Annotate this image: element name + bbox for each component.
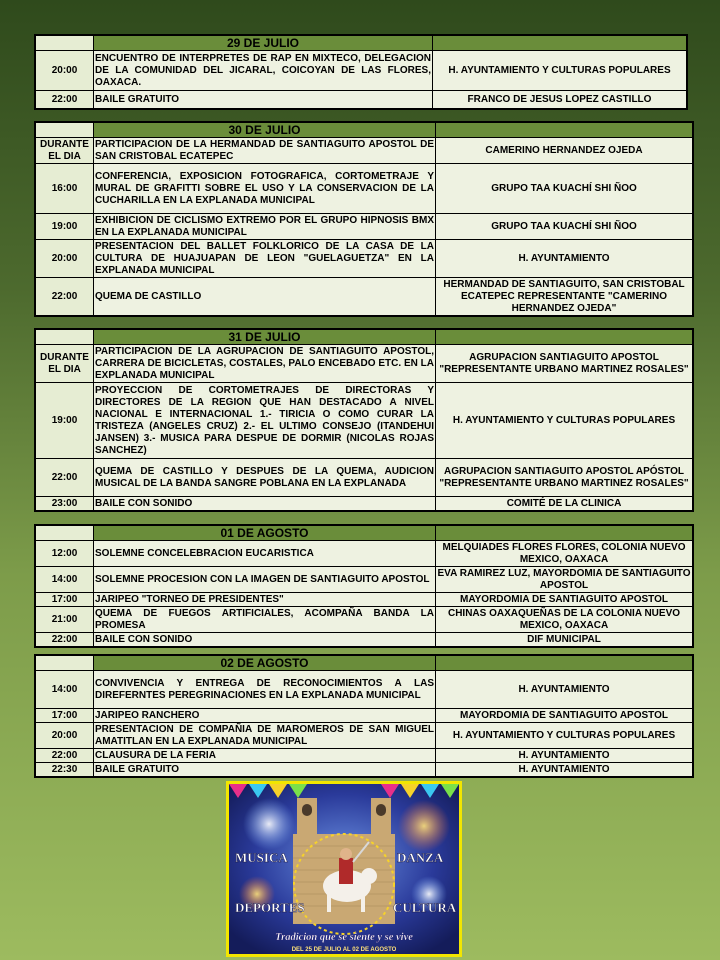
event-description: PRESENTACION DE COMPAÑIA DE MAROMEROS DE SAN MIGUEL AMATITLAN EN LA EXPLANADA MUNICIPAL bbox=[95, 723, 434, 747]
event-organizer: GRUPO TAA KUACHÍ SHI ÑOO bbox=[436, 164, 693, 214]
event-description: SOLEMNE PROCESION CON LA IMAGEN DE SANTIAGUITO APOSTOL bbox=[94, 567, 436, 593]
day-table-30-julio bbox=[34, 121, 694, 317]
event-organizer: H. AYUNTAMIENTO bbox=[436, 240, 693, 278]
event-time: 19:00 bbox=[36, 214, 94, 240]
event-description: BAILE CON SONIDO bbox=[94, 633, 436, 647]
event-time: 19:00 bbox=[36, 383, 94, 459]
table-row bbox=[36, 709, 693, 723]
event-description: ENCUENTRO DE INTERPRETES DE RAP EN MIXTECO, DELEGACION DE LA COMUNIDAD DEL JICARAL, COICOYAN DE LAS FLORES, OAXACA. bbox=[94, 51, 433, 91]
event-description: QUEMA DE CASTILLO bbox=[94, 278, 436, 316]
day-table-01-agosto bbox=[34, 524, 694, 648]
banner-dates: DEL 25 DE JULIO AL 02 DE AGOSTO bbox=[291, 947, 397, 953]
event-description: QUEMA DE CASTILLO Y DESPUES DE LA QUEMA, AUDICION MUSICAL DE LA BANDA SANGRE POBLANA EN LA EXPLANADA bbox=[94, 459, 436, 497]
event-time: 14:00 bbox=[36, 567, 94, 593]
event-time: 22:00 bbox=[36, 459, 94, 497]
event-time: 20:00 bbox=[36, 723, 94, 749]
table-row bbox=[36, 633, 693, 647]
table-row bbox=[36, 138, 693, 164]
table-row bbox=[36, 214, 693, 240]
event-organizer: CHINAS OAXAQUEÑAS DE LA COLONIA NUEVO MEXICO, OAXACA bbox=[436, 607, 693, 633]
event-description: QUEMA DE FUEGOS ARTIFICIALES, ACOMPAÑA BANDA LA PROMESA bbox=[95, 607, 434, 631]
day-header bbox=[36, 36, 687, 51]
day-header bbox=[36, 656, 693, 671]
table-row bbox=[36, 497, 693, 511]
banner-word-danza: DANZA bbox=[397, 850, 444, 865]
event-time: 21:00 bbox=[36, 607, 94, 633]
event-description: PARTICIPACION DE LA HERMANDAD DE SANTIAGUITO APOSTOL DE SAN CRISTOBAL ECATEPEC bbox=[95, 138, 434, 162]
day-header bbox=[36, 123, 693, 138]
event-description: CLAUSURA DE LA FERIA bbox=[94, 749, 436, 763]
event-organizer: COMITÉ DE LA CLINICA bbox=[436, 497, 693, 511]
table-row bbox=[36, 164, 693, 214]
event-organizer: GRUPO TAA KUACHÍ SHI ÑOO bbox=[436, 214, 693, 240]
firework-decoration bbox=[243, 798, 295, 850]
table-row bbox=[36, 278, 693, 316]
event-organizer: MAYORDOMIA DE SANTIAGUITO APOSTOL bbox=[436, 593, 693, 607]
table-row bbox=[36, 567, 693, 593]
event-description: PRESENTACION DEL BALLET FOLKLORICO DE LA CASA DE LA CULTURA DE HUAJUAPAN DE LEON "GUELAGUETZA" EN LA EXPLANADA MUNICIPAL bbox=[95, 240, 434, 276]
table-row bbox=[36, 593, 693, 607]
table-row bbox=[36, 763, 693, 777]
event-organizer: H. AYUNTAMIENTO Y CULTURAS POPULARES bbox=[436, 723, 693, 749]
day-title: 01 DE AGOSTO bbox=[94, 526, 436, 541]
event-time: 22:00 bbox=[36, 633, 94, 647]
event-time: DURANTE EL DIA bbox=[36, 138, 94, 164]
event-organizer: CAMERINO HERNANDEZ OJEDA bbox=[436, 138, 693, 164]
table-row bbox=[36, 607, 693, 633]
event-time: 20:00 bbox=[36, 240, 94, 278]
event-time: 12:00 bbox=[36, 541, 94, 567]
festival-banner bbox=[226, 781, 462, 957]
firework-decoration bbox=[398, 800, 450, 852]
event-description: SOLEMNE CONCELEBRACION EUCARISTICA bbox=[94, 541, 436, 567]
event-organizer: H. AYUNTAMIENTO Y CULTURAS POPULARES bbox=[433, 51, 687, 91]
event-time: 22:00 bbox=[36, 278, 94, 316]
event-time: 20:00 bbox=[36, 51, 94, 91]
event-organizer: MAYORDOMIA DE SANTIAGUITO APOSTOL bbox=[436, 709, 693, 723]
event-time: 22:00 bbox=[36, 749, 94, 763]
event-organizer: AGRUPACION SANTIAGUITO APOSTOL "REPRESENTANTE URBANO MARTINEZ ROSALES" bbox=[436, 345, 693, 383]
event-description: BAILE GRATUITO bbox=[94, 763, 436, 777]
day-title: 29 DE JULIO bbox=[94, 36, 433, 51]
event-organizer: EVA RAMIREZ LUZ, MAYORDOMIA DE SANTIAGUITO APOSTOL bbox=[436, 567, 693, 593]
event-organizer: MELQUIADES FLORES FLORES, COLONIA NUEVO MEXICO, OAXACA bbox=[436, 541, 693, 567]
table-row bbox=[36, 671, 693, 709]
table-row bbox=[36, 459, 693, 497]
day-title: 30 DE JULIO bbox=[94, 123, 436, 138]
event-description: EXHIBICION DE CICLISMO EXTREMO POR EL GRUPO HIPNOSIS BMX EN LA EXPLANADA MUNICIPAL bbox=[95, 214, 434, 238]
event-organizer: HERMANDAD DE SANTIAGUITO, SAN CRISTOBAL ECATEPEC REPRESENTANTE "CAMERINO HERNANDEZ OJEDA" bbox=[436, 278, 693, 316]
event-time: 23:00 bbox=[36, 497, 94, 511]
table-row bbox=[36, 541, 693, 567]
event-description: BAILE GRATUITO bbox=[94, 91, 433, 109]
event-time: DURANTE EL DIA bbox=[36, 345, 94, 383]
day-table-02-agosto bbox=[34, 654, 694, 778]
event-time: 16:00 bbox=[36, 164, 94, 214]
event-organizer: H. AYUNTAMIENTO Y CULTURAS POPULARES bbox=[436, 383, 693, 459]
event-description: JARIPEO "TORNEO DE PRESIDENTES" bbox=[94, 593, 436, 607]
event-description: BAILE CON SONIDO bbox=[94, 497, 436, 511]
day-table-31-julio bbox=[34, 328, 694, 512]
table-row bbox=[36, 91, 687, 109]
banner-word-deportes: DEPORTES bbox=[235, 900, 305, 915]
event-description: PROYECCION DE CORTOMETRAJES DE DIRECTORAS Y DIRECTORES DE LA REGION QUE HAN DESTACADO A NIVEL NACIONAL E INTERNACIONAL 1.- TIRICIA O COMO CURAR LA TRISTEZA (ANGELES CRUZ) 2.- EL ULTIMO CONSEJO (ITANDEHUI JANSEN) 3.- MUSICA PARA DESPUE DE DORMIR (NICOLAS ROJAS SANCHEZ) bbox=[94, 383, 436, 459]
banner-slogan: Tradicion que se siente y se vive bbox=[275, 932, 413, 943]
day-header bbox=[36, 526, 693, 541]
table-row bbox=[36, 345, 693, 383]
event-description: CONVIVENCIA Y ENTREGA DE RECONOCIMIENTOS A LAS DIREFERNTES PEREGRINACIONES EN LA EXPLANADA MUNICIPAL bbox=[94, 671, 436, 709]
event-description: JARIPEO RANCHERO bbox=[94, 709, 436, 723]
day-header bbox=[36, 330, 693, 345]
event-time: 22:00 bbox=[36, 91, 94, 109]
event-organizer: AGRUPACION SANTIAGUITO APOSTOL APÓSTOL "REPRESENTANTE URBANO MARTINEZ ROSALES" bbox=[436, 459, 693, 497]
event-organizer: H. AYUNTAMIENTO bbox=[436, 749, 693, 763]
table-row bbox=[36, 51, 687, 91]
event-time: 17:00 bbox=[36, 593, 94, 607]
festival-poster-art bbox=[229, 784, 459, 954]
event-description: CONFERENCIA, EXPOSICION FOTOGRAFICA, CORTOMETRAJE Y MURAL DE GRAFITTI SOBRE EL USO Y LA CONSERVACION DE LA CUCHARILLA EN LA EXPLANADA MUNICIPAL bbox=[94, 164, 436, 214]
event-organizer: H. AYUNTAMIENTO bbox=[436, 763, 693, 777]
banner-word-cultura: CULTURA bbox=[393, 900, 457, 915]
event-time: 22:30 bbox=[36, 763, 94, 777]
event-time: 17:00 bbox=[36, 709, 94, 723]
day-title: 02 DE AGOSTO bbox=[94, 656, 436, 671]
event-time: 14:00 bbox=[36, 671, 94, 709]
table-row bbox=[36, 723, 693, 749]
event-organizer: FRANCO DE JESUS LOPEZ CASTILLO bbox=[433, 91, 687, 109]
day-title: 31 DE JULIO bbox=[94, 330, 436, 345]
table-row bbox=[36, 383, 693, 459]
event-organizer: H. AYUNTAMIENTO bbox=[436, 671, 693, 709]
banner-word-musica: MUSICA bbox=[235, 850, 288, 865]
table-row bbox=[36, 240, 693, 278]
table-row bbox=[36, 749, 693, 763]
event-organizer: DIF MUNICIPAL bbox=[436, 633, 693, 647]
day-table-29-julio bbox=[34, 34, 688, 110]
event-description: PARTICIPACION DE LA AGRUPACION DE SANTIAGUITO APOSTOL, CARRERA DE BICICLETAS, COSTALES, PALO ENCEBADO ETC. EN LA EXPLANADA MUNICIPAL bbox=[95, 345, 434, 381]
